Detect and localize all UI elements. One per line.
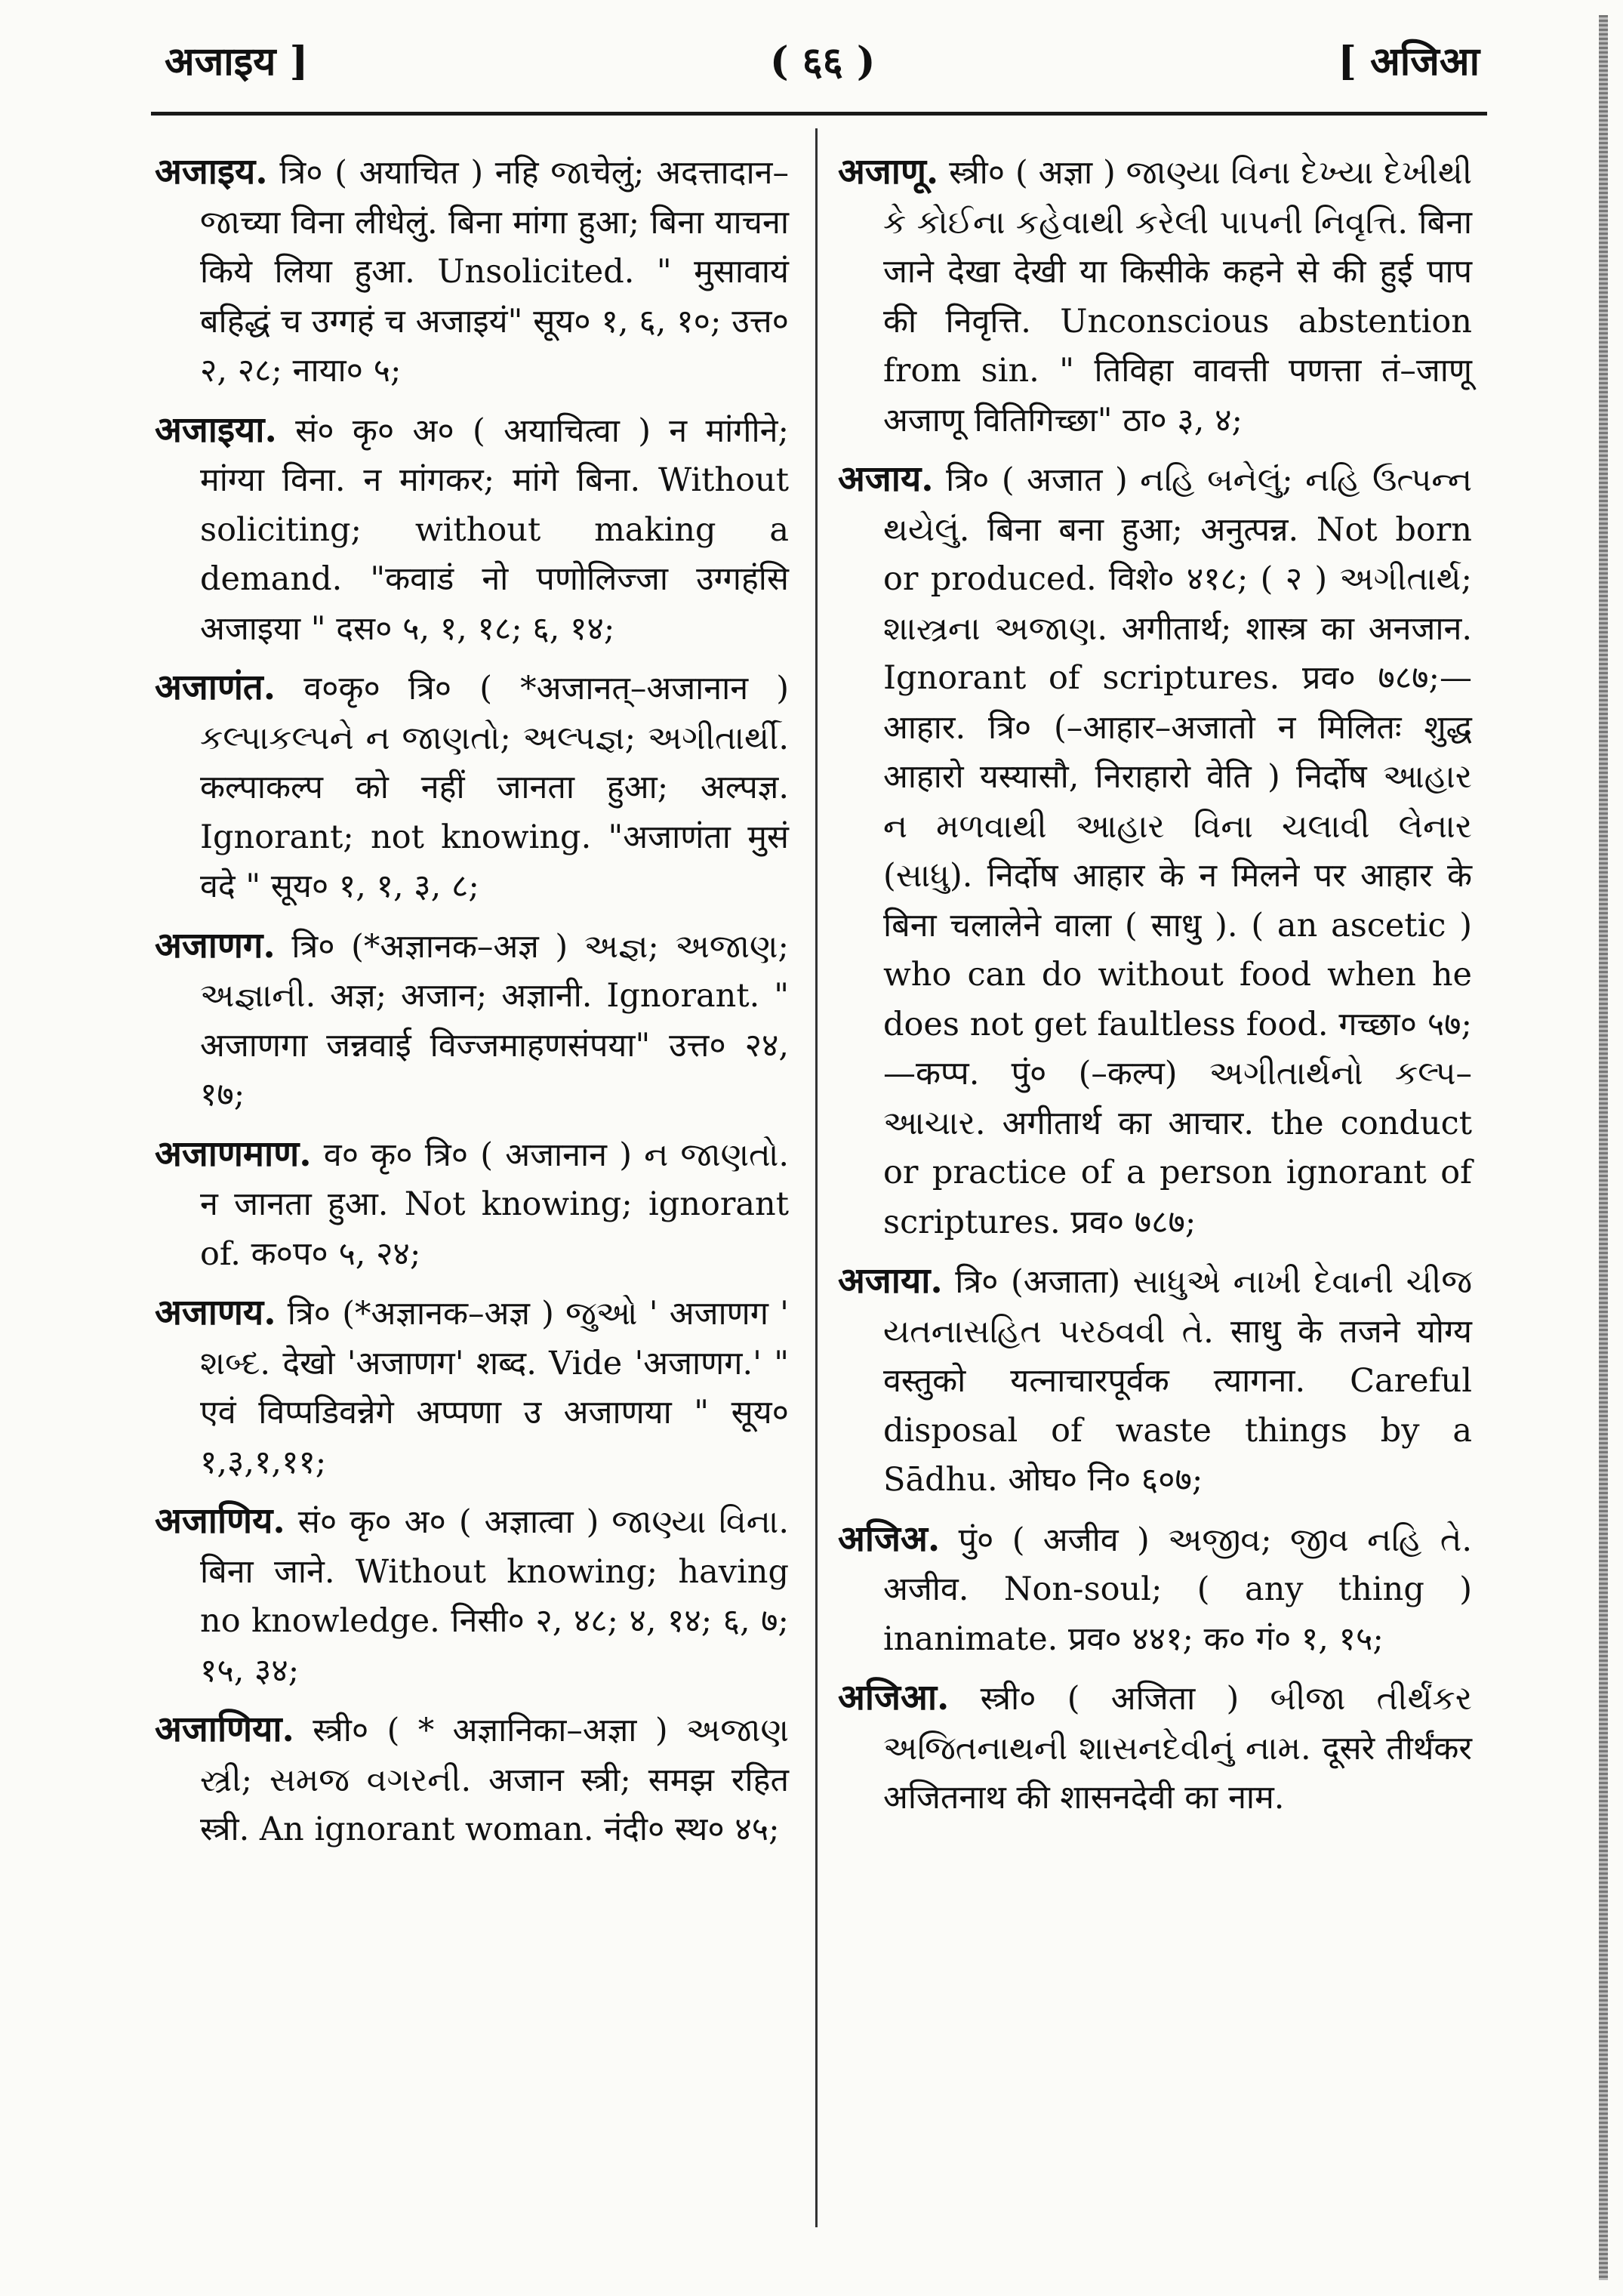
page-header [151, 21, 1480, 104]
entry-text: त्रि० ( अयाचित ) नहि જાचेलुं; अदत्तादान–જાच्या विना लीधेलुं. बिना मांगा हुआ; बिना याचना किये लिया हुआ. Unsolicited. " मुसावायं बहिद्धं च उग्गहं च अजाइयं" सूय० १, ६, १०; उत्त० २, २८; नाया० ५; [200, 154, 789, 390]
entry-headword: अजाया. [838, 1260, 943, 1302]
dictionary-entry [155, 663, 789, 912]
entry-headword: अजाइय. [155, 151, 268, 193]
dictionary-entry [155, 1130, 789, 1280]
entry-text: सं० कृ० अ० ( अज्ञात्वा ) જાણ્યા વિના. बिना जाने. Without knowing; having no knowledge. निसी० २, ४८; ४, १४; ६, ७; १५, ३४; [200, 1503, 789, 1690]
dictionary-entry [155, 921, 789, 1120]
entry-text: स्त्री० ( * अज्ञानिका–अज्ञा ) અજાણ સ્ત્રી; સમજ વગરની. अजान स्त्री; समझ रहित स्त्री. An ignorant woman. नंदी० स्थ० ४५; [200, 1712, 789, 1848]
header-rule [151, 112, 1487, 116]
dictionary-entry [155, 147, 789, 396]
entry-headword: अजाणग. [155, 924, 276, 966]
entry-headword: अजाणय. [155, 1292, 276, 1333]
entry-text: व०कृ० त्रि० ( *अजानत्–अजानान ) કલ્પાકલ્પને ન જાણતો; અલ્પજ્ઞ; અગીતાર્થી. कल्पाकल्प को नहीं जानता हुआ; अल्पज्ञ. Ignorant; not knowing. "अजाणंता मुसं वदे " सूय० १, १, ३, ८; [200, 670, 789, 905]
entry-headword: अजाणू. [838, 151, 939, 193]
dictionary-entry [838, 1673, 1472, 1823]
dictionary-entry [838, 1515, 1472, 1665]
entry-headword: अजिआ. [838, 1677, 950, 1718]
dictionary-entry [155, 1496, 789, 1696]
entry-headword: अजाणिय. [155, 1500, 285, 1542]
entry-text: व० कृ० त्रि० ( अजानान ) ન જાણતો. न जानता हुआ. Not knowing; ignorant of. क०प० ५, २४; [200, 1136, 790, 1273]
dictionary-entry [838, 455, 1472, 1247]
entry-text: स्त्री० ( अज्ञा ) જાણ્યા વિના દેખ્યા દેખીથી કે કોઈના કહેવાથી કરેલી પાપની નિવૃત્તિ. बिना जाने देखा देखी या किसीके कहने से की हुई पाप की निवृत्ति. Unconscious abstention from sin. " तिविहा वावत्ती पणत्ता तं–जाणू अजाणू वितिगिच्छा" ठा० ३, ४; [883, 154, 1472, 439]
entry-headword: अजाणंत. [155, 667, 276, 708]
header-first-word: अजाइय ] [165, 39, 309, 85]
entry-text: त्रि० ( अजात ) નહિ બનેલું; નહિ ઉત્પન્ન થયેલું. बिना बना हुआ; अनुत्पन्न. Not born or produced. विशे० ४१८; ( २ ) અગીતાર્થ; શાસ્ત્રના અજાણ. अगीतार्थ; शास्त्र का अनजान. Ignorant of scriptures. प्रव० ७८७;—आहार. त्रि० (–आहार–अजातो न मिलितः शुद्ध आहारो यस्यासौ, निराहारो वेति ) निर्दोष આહાર ન મળવાથી આહાર વિના ચલાવી લેનાર (સાધુ). निर्दोष आहार के न मिलने पर आहार के बिना चलालेने वाला ( साधु ). ( an ascetic ) who can do without food when he does not get faultless food. गच्छा० ५७;—कप्प. पुं० (–कल्प) અગીતાર્થનો કલ્પ–આચાર. अगीतार्थ का आचार. the conduct or practice of a person ignorant of scriptures. प्रव० ७८७; [883, 461, 1472, 1241]
dictionary-entry [155, 405, 789, 655]
entry-headword: अजिअ. [838, 1518, 941, 1560]
entry-headword: अजाणिया. [155, 1709, 294, 1750]
column-divider [815, 128, 818, 2227]
left-column [155, 147, 789, 1864]
dictionary-entry [155, 1705, 789, 1855]
header-last-word: [ अजिआ [1338, 39, 1480, 85]
entry-headword: अजाणमाण. [155, 1133, 312, 1175]
entry-text: स्त्री० ( अजिता ) બીજા તીર્થંકર અજિતનાથની શાસનદેવીનું નામ. दूसरे तीर्थंकर अजितनाथ की शासनदेवी का नाम. [883, 1680, 1473, 1817]
right-column [838, 147, 1472, 1832]
entry-headword: अजाय. [838, 458, 934, 500]
dictionary-entry [155, 1288, 789, 1487]
dictionary-entry [838, 147, 1472, 445]
entry-text: सं० कृ० अ० ( अयाचित्वा ) न मांगीने; मांग्या विना. न मांगकर; मांगे बिना. Without soliciting; without making a demand. "कवाडं नो पणोलिज्जा उग्गहंसि अजाइया " दस० ५, १, १८; ६, १४; [200, 411, 789, 648]
page-number: ( ६६ ) [770, 39, 876, 85]
entry-text: त्रि० (*अज्ञानक–अज्ञ ) જુઓ ' अजाणग ' શબ્દ. देखो 'अजाणग' शब्द. Vide 'अजाणग.' " एवं विप्पडिवन्नेगे अप्पणा उ अजाणया " सूय० १,३,१,११; [200, 1295, 789, 1481]
entry-text: त्रि० (अजाता) સાધુએ નાખી દેવાની ચીજ યતનાસહિત પરઠવવી તે. साधु के तजने योग्य वस्तुको यत्नाचारपूर्वक त्यागना. Careful disposal of waste things by a Sādhu. ओघ० नि० ६०७; [883, 1263, 1472, 1499]
entry-headword: अजाइया. [155, 408, 277, 451]
entry-text: त्रि० (*अज्ञानक–अज्ञ ) અજ્ઞ; અજાણ; અજ્ઞાની. अज्ञ; अजान; अज्ञानी. Ignorant. " अजाणगा जन्नवाई विज्जमाहणसंपया" उत्त० २४, १७; [200, 927, 789, 1114]
entry-text: पुं० ( अजीव ) અજીવ; જીવ નહિ તે. अजीव. Non-soul; ( any thing ) inanimate. प्रव० ४४१; क० गं० १, १५; [883, 1521, 1473, 1658]
page-edge [1599, 15, 1608, 2280]
dictionary-entry [838, 1256, 1472, 1505]
